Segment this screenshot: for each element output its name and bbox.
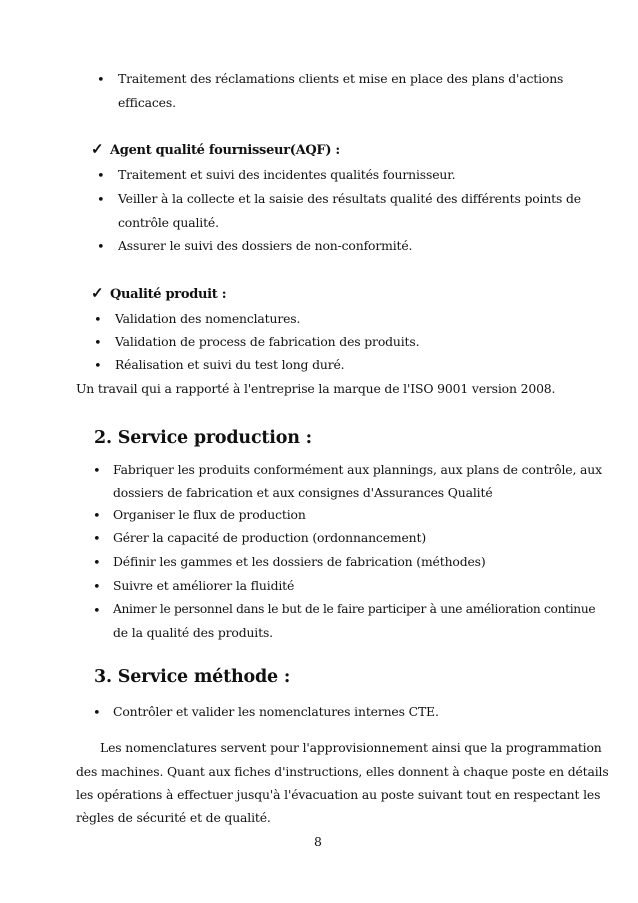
- list-item: Traitement des réclamations clients et mise en place des plans d'actions: [118, 71, 564, 86]
- list-item: Suivre et améliorer la fluidité: [113, 578, 295, 593]
- list-item: Organiser le flux de production: [113, 507, 306, 522]
- bullet-icon: •: [97, 240, 105, 255]
- list-item-continuation: contrôle qualité.: [118, 215, 219, 230]
- list-item: Veiller à la collecte et la saisie des résultats qualité des différents points de: [118, 191, 581, 206]
- bullet-icon: •: [97, 193, 105, 208]
- subsection-heading-aqf: Agent qualité fournisseur(AQF) :: [110, 143, 340, 158]
- section-heading-methode: 3. Service méthode :: [94, 667, 291, 687]
- list-item: [113, 462, 602, 477]
- section-heading-production: 2. Service production :: [94, 428, 312, 448]
- list-item-continuation: efficaces.: [118, 95, 176, 110]
- bullet-icon: •: [97, 169, 105, 184]
- list-item-text: Fabriquer les produits conformément aux plannings, aux plans de contrôle, aux: [113, 462, 602, 477]
- paragraph-line: Les nomenclatures servent pour l'approvisionnement ainsi que la programmation: [100, 740, 602, 755]
- page-number: 8: [314, 834, 322, 849]
- checkmark-icon: ✓: [91, 140, 104, 158]
- bullet-icon: •: [94, 313, 102, 328]
- list-item: Animer le personnel dans le but de le faire participer à une amélioration continue: [113, 602, 596, 616]
- bullet-icon: •: [93, 464, 101, 479]
- paragraph-line: les opérations à effectuer jusqu'à l'évacuation au poste suivant tout en respectant les: [76, 787, 601, 802]
- checkmark-icon: ✓: [91, 284, 104, 302]
- bullet-icon: •: [93, 509, 101, 524]
- list-item: Contrôler et valider les nomenclatures internes CTE.: [113, 704, 439, 719]
- paragraph-note: Un travail qui a rapporté à l'entreprise la marque de l'ISO 9001 version 2008.: [76, 381, 556, 396]
- bullet-icon: •: [94, 336, 102, 351]
- list-item: Réalisation et suivi du test long duré.: [115, 357, 345, 372]
- paragraph-line: des machines. Quant aux fiches d'instructions, elles donnent à chaque poste en détails: [76, 764, 609, 779]
- list-item: Définir les gammes et les dossiers de fabrication (méthodes): [113, 554, 486, 569]
- list-item: Validation des nomenclatures.: [115, 311, 301, 326]
- bullet-icon: •: [97, 73, 105, 88]
- list-item-continuation: dossiers de fabrication et aux consignes d'Assurances Qualité: [113, 485, 493, 500]
- list-item: Assurer le suivi des dossiers de non-conformité.: [118, 238, 413, 253]
- list-item: Validation de process de fabrication des produits.: [115, 334, 420, 349]
- bullet-icon: •: [94, 359, 102, 374]
- list-item-continuation: de la qualité des produits.: [113, 625, 273, 640]
- bullet-icon: •: [93, 580, 101, 595]
- bullet-icon: •: [93, 706, 101, 721]
- subsection-heading-qualite-produit: Qualité produit :: [110, 287, 227, 302]
- paragraph-line: règles de sécurité et de qualité.: [76, 810, 271, 825]
- bullet-icon: •: [93, 532, 101, 547]
- list-item: Traitement et suivi des incidentes qualités fournisseur.: [118, 167, 456, 182]
- bullet-icon: •: [93, 604, 101, 619]
- bullet-icon: •: [93, 556, 101, 571]
- list-item: Gérer la capacité de production (ordonnancement): [113, 530, 427, 545]
